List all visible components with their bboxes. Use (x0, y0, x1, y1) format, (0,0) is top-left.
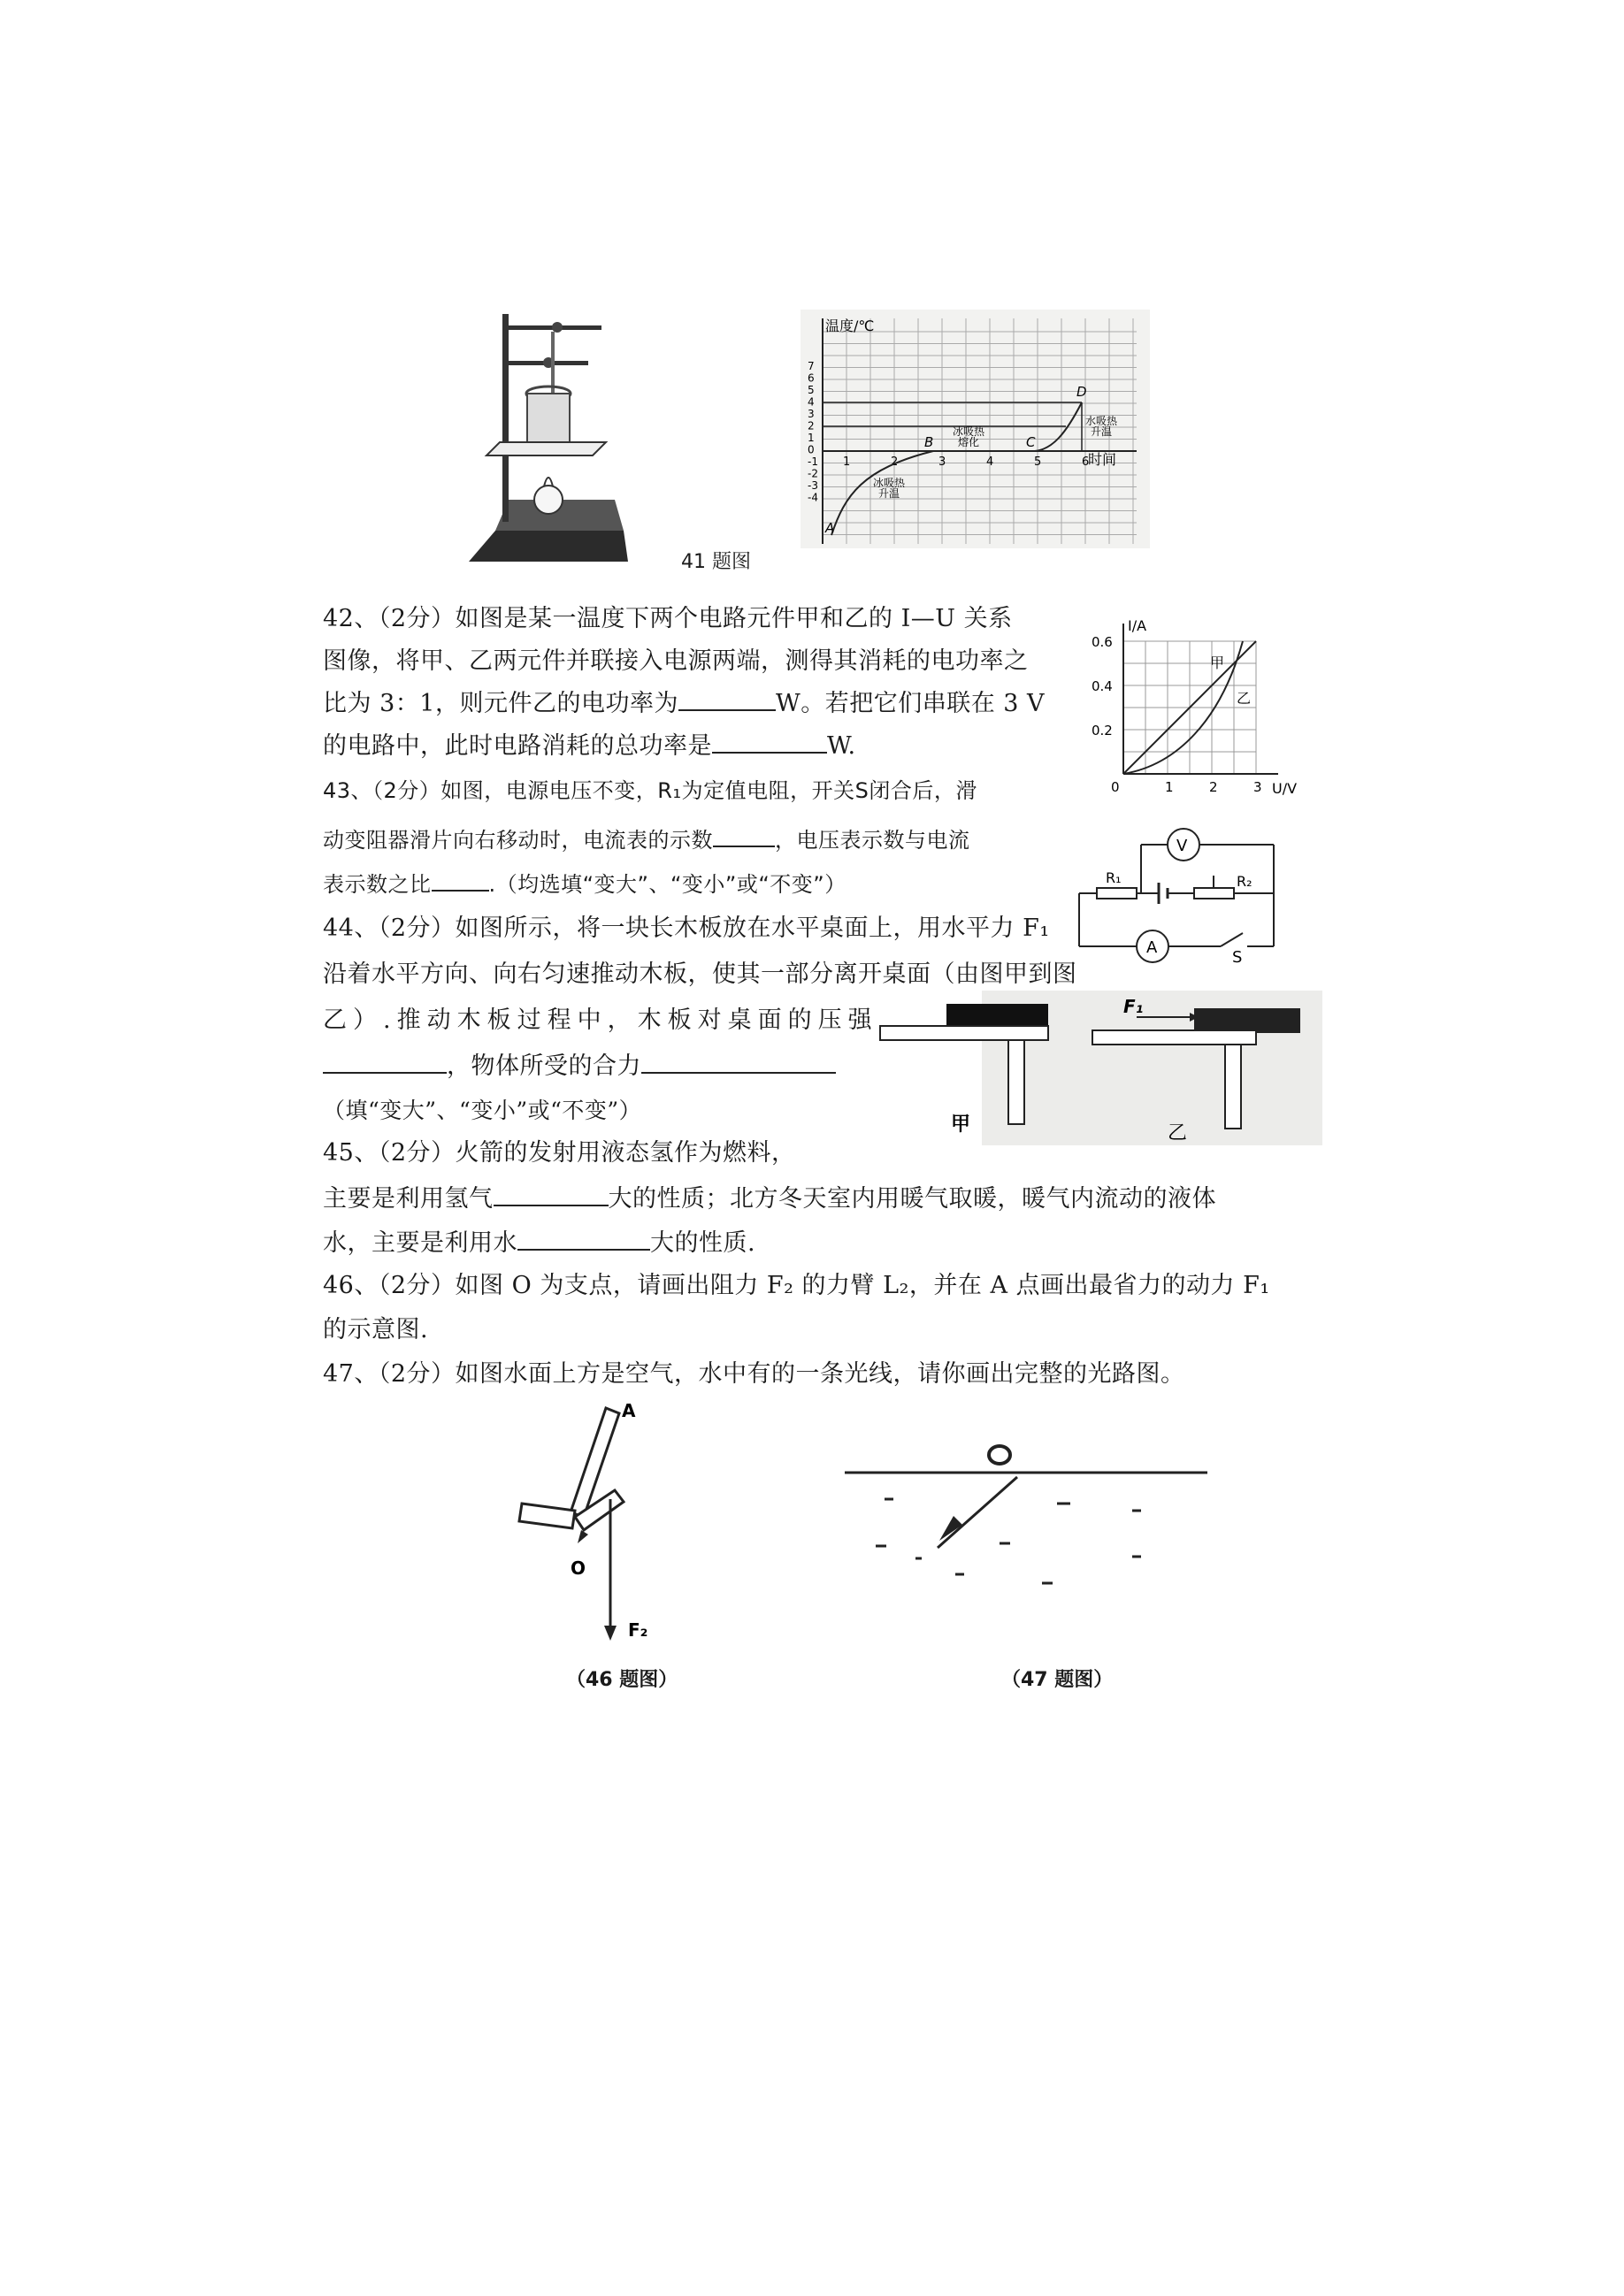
q47-caption: （47 题图） (1001, 1669, 1114, 1691)
fig41-xlabel: 时间 (1088, 451, 1117, 468)
q42-ytick: 0.4 (1092, 678, 1113, 694)
fig41-ytick: 1 (808, 432, 815, 444)
q46-line2: 的示意图. (323, 1316, 429, 1343)
q43-line3-a: 表示数之比 (323, 872, 432, 897)
fig41-ylabel: 温度/℃ (825, 318, 875, 334)
q43-line3 (323, 867, 846, 902)
fig41-point-b: B (924, 434, 934, 450)
fig41-caption: 41 题图 (681, 551, 751, 573)
q44-label-jia: 甲 (951, 1114, 971, 1136)
fig41-graph (801, 310, 1150, 548)
q42-line1: 42、（2分）如图是某一温度下两个电路元件甲和乙的 I—U 关系 (323, 605, 1013, 632)
q44-figure (876, 991, 1322, 1145)
q43-blank-2[interactable] (432, 867, 489, 892)
fig41-ytick: 7 (808, 360, 815, 372)
q43-s-label: S (1232, 948, 1243, 964)
fig41-note-melt: 冰吸热 (953, 425, 985, 438)
fig41-note-water: 水吸热 (1085, 415, 1118, 427)
q45-line1: 45、（2分）火箭的发射用液态氢作为燃料， (323, 1139, 796, 1167)
q44-board-left (946, 1004, 1048, 1029)
fig41-ytick: 5 (808, 384, 815, 396)
q42-xtick: 0 (1111, 779, 1120, 795)
q43-circuit (1070, 814, 1291, 964)
q42-xtick: 2 (1209, 779, 1218, 795)
q42-ytick: 0.6 (1092, 634, 1113, 650)
fig41-xtick: 3 (938, 455, 946, 469)
q42-xtick: 1 (1165, 779, 1174, 795)
q44-line4-b: ，物体所受的合力 (447, 1052, 641, 1080)
q45-line2 (323, 1182, 1216, 1217)
q42-xlabel: U/V (1272, 780, 1298, 797)
fig41-note-ice: 冰吸热 (873, 477, 906, 489)
q42-xtick: 3 (1253, 779, 1262, 795)
fig41-ytick: -4 (808, 491, 818, 504)
fig41-xtick: 5 (1034, 455, 1042, 469)
q42-iu-graph (1088, 615, 1300, 800)
svg-text:熔化: 熔化 (958, 436, 980, 448)
q43-switch (1221, 933, 1243, 946)
q44-line5: （填“变大”、“变小”或“不变”） (323, 1098, 642, 1123)
fig41-ytick: 6 (808, 371, 815, 385)
q45-line2-b: 大的性质；北方冬天室内用暖气取暖，暖气内流动的液体 (608, 1185, 1216, 1213)
q45-line2-a: 主要是利用氢气 (323, 1185, 494, 1213)
fig41-xtick: 1 (843, 455, 851, 469)
q45-line3-a: 水，主要是利用水 (323, 1229, 517, 1257)
q44-force-label: F₁ (1123, 996, 1144, 1017)
fig41-xtick: 2 (891, 455, 899, 469)
q44-line1: 44、（2分）如图所示，将一块长木板放在水平桌面上，用水平力 F₁ (323, 915, 1050, 942)
fig41-xtick: 6 (1082, 455, 1090, 469)
svg-text:升温: 升温 (1091, 425, 1113, 438)
fig41-ytick: -3 (808, 479, 818, 492)
fig41-point-a: A (825, 520, 835, 536)
fig41-ytick: 4 (808, 395, 815, 409)
q47-label-o: O (840, 1433, 841, 1434)
q43-line2-a: 动变阻器滑片向右移动时，电流表的示数 (323, 828, 713, 853)
fig41-point-d: D (1076, 384, 1087, 400)
q42-line3-a: 比为 3：1，则元件乙的电功率为 (323, 690, 678, 717)
fig41-ytick: -1 (808, 455, 818, 468)
q42-line4-a: 的电路中，此时电路消耗的总功率是 (323, 732, 712, 760)
q46-label-o: O (571, 1557, 586, 1579)
fig41-point-c: C (1026, 434, 1036, 450)
q43-blank-1[interactable] (713, 823, 775, 847)
q44-line4 (323, 1049, 836, 1084)
q43-r1 (1097, 888, 1137, 899)
q42-line4 (323, 729, 856, 764)
q44-label-yi: 乙 (1168, 1122, 1188, 1144)
q43-line3-b: .（均选填“变大”、“变小”或“不变”） (488, 872, 846, 897)
q43-line1: 43、（2分）如图，电源电压不变，R₁为定值电阻，开关S闭合后，滑 (323, 778, 977, 803)
fig41-xtick: 4 (986, 455, 994, 469)
q46-line1: 46、（2分）如图 O 为支点，请画出阻力 F₂ 的力臂 L₂，并在 A 点画出最省力的动力 F₁ (323, 1272, 1270, 1299)
fig41-ytick: 0 (808, 443, 815, 456)
q44-blank-1[interactable] (323, 1049, 447, 1074)
q44-blank-2[interactable] (641, 1049, 836, 1074)
q42-line2: 图像，将甲、乙两元件并联接入电源两端，测得其消耗的电功率之 (323, 647, 1029, 675)
q47-figure (840, 1433, 1212, 1601)
q47-line1: 47、（2分）如图水面上方是空气，水中有的一条光线，请你画出完整的光路图。 (323, 1360, 1185, 1388)
q44-board-right (1194, 1008, 1300, 1033)
q42-blank-1[interactable] (678, 686, 776, 711)
q43-r2-label: R₂ (1237, 873, 1252, 890)
fig41-ytick: -2 (808, 467, 818, 480)
q45-blank-2[interactable] (517, 1226, 650, 1251)
svg-text:升温: 升温 (878, 487, 900, 500)
q42-blank-2[interactable] (712, 729, 827, 754)
q42-line3-b: W。若把它们串联在 3 V (775, 690, 1046, 717)
fig41-ytick: 2 (808, 419, 815, 432)
fig41-ytick: 3 (808, 408, 815, 420)
q42-line4-b: W. (827, 732, 856, 760)
fig41-apparatus (460, 310, 637, 566)
q46-figure (509, 1397, 677, 1663)
q44-line2: 沿着水平方向、向右匀速推动木板，使其一部分离开桌面（由图甲到图 (323, 960, 1077, 988)
q42-ylabel: I/A (1128, 617, 1147, 634)
q42-label-yi: 乙 (1237, 690, 1252, 707)
q43-v-label: V (1176, 837, 1188, 855)
q42-line3 (323, 686, 1045, 722)
q45-line3 (323, 1226, 755, 1261)
q45-line3-b: 大的性质. (650, 1229, 756, 1257)
q43-line2-b: ，电压表示数与电流 (775, 828, 970, 853)
q44-line3: 乙）.推动木板过程中，木板对桌面的压强 (323, 1006, 878, 1034)
q43-r1-label: R₁ (1106, 869, 1122, 886)
q43-a-label: A (1146, 938, 1158, 957)
q47-light-ray (938, 1477, 1017, 1548)
q42-label-jia: 甲 (1210, 654, 1225, 671)
q46-label-f2: F₂ (628, 1619, 648, 1641)
q46-caption: （46 题图） (566, 1669, 678, 1691)
q42-ytick: 0.2 (1092, 723, 1113, 739)
q43-line2 (323, 823, 970, 858)
q46-label-a: A (622, 1400, 636, 1421)
q43-r2 (1194, 888, 1234, 899)
q45-blank-1[interactable] (494, 1182, 609, 1206)
